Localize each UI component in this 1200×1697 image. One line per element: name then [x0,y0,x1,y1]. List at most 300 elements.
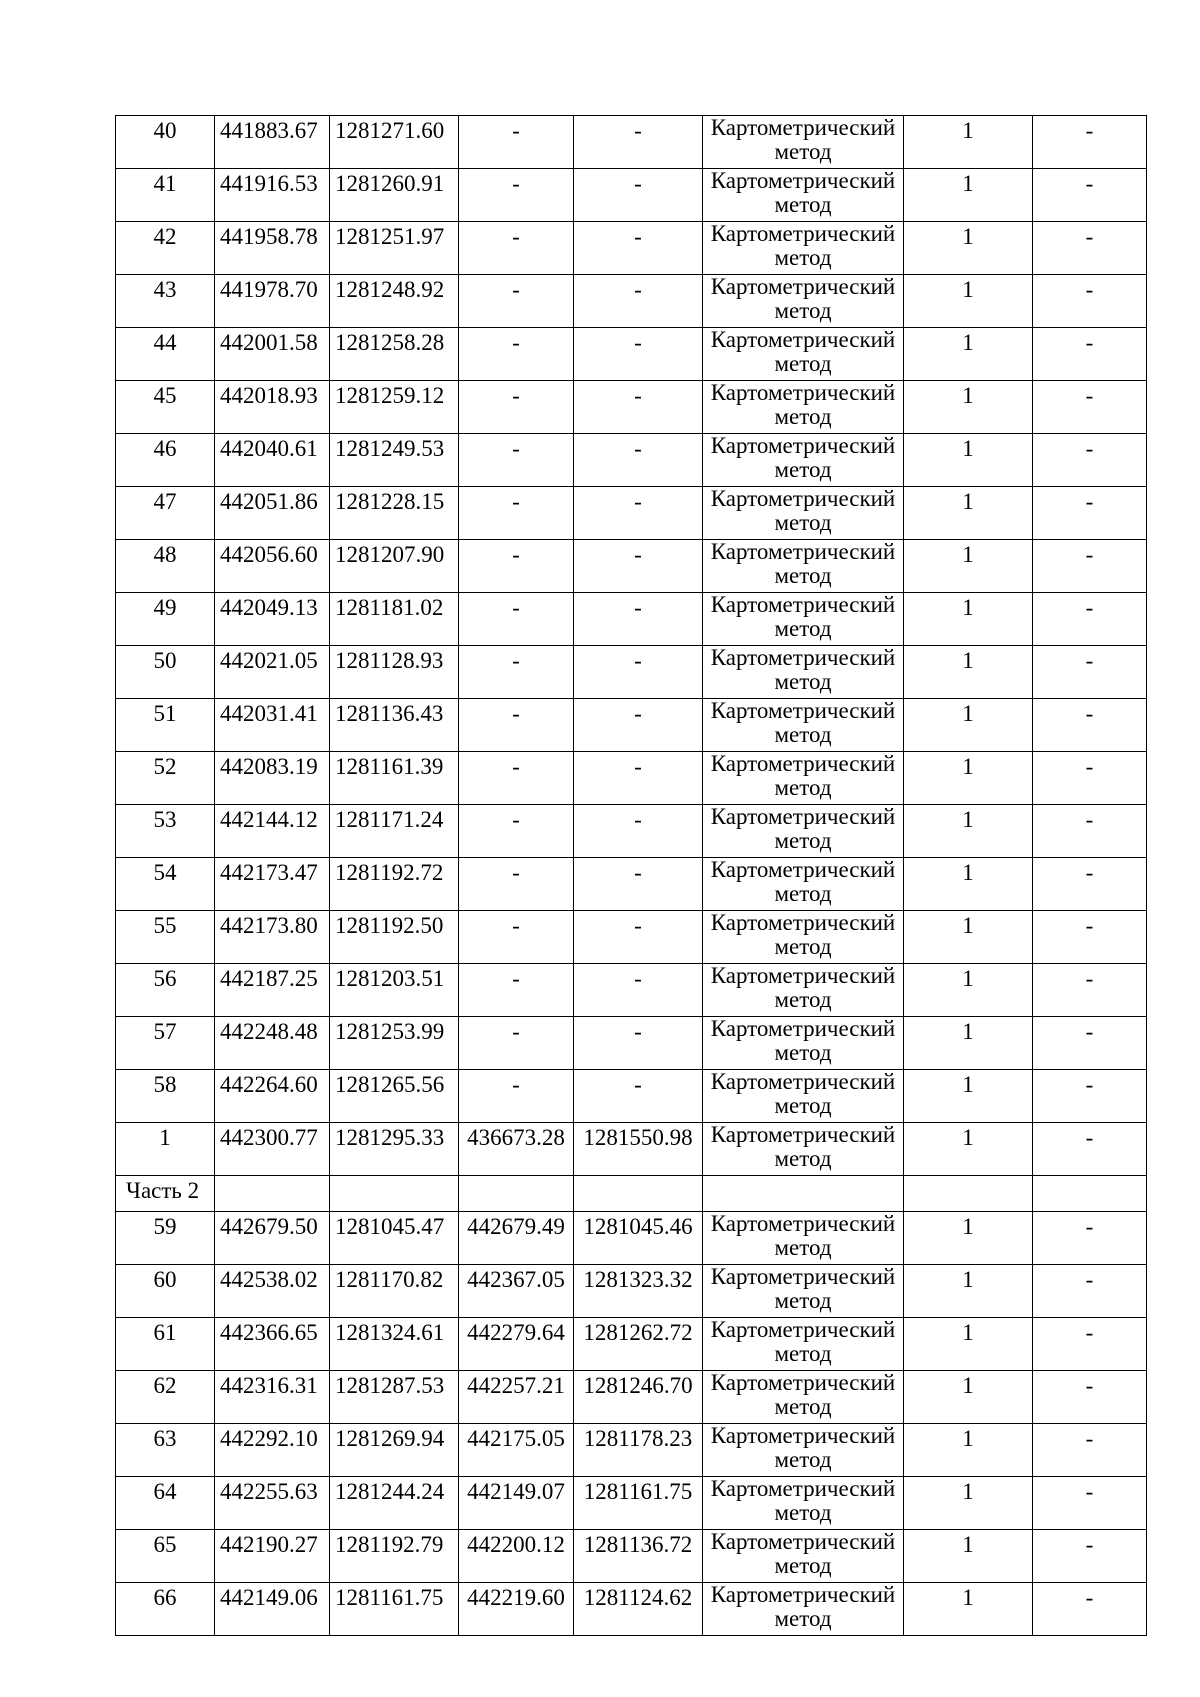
accuracy-cell: 1 [904,1424,1033,1477]
method-cell [703,1371,904,1424]
y-existing-cell: 1281045.47 [330,1212,459,1265]
y-new-cell: - [574,116,703,169]
method-line1: Картометрический [710,274,896,299]
method-line1: Картометрический [710,857,896,882]
note-cell: - [1033,964,1147,1017]
x-existing-cell: 442144.12 [215,805,330,858]
x-new-cell: - [459,911,574,964]
x-existing-cell: 442149.06 [215,1583,330,1636]
point-number-cell: 51 [116,699,215,752]
method-line1: Картометрический [710,1069,896,1094]
table-row [116,911,1147,964]
y-existing-cell: 1281271.60 [330,116,459,169]
x-new-cell: - [459,116,574,169]
method-line2: метод [774,510,832,535]
x-existing-cell: 442187.25 [215,964,330,1017]
note-cell: - [1033,169,1147,222]
table-row [116,593,1147,646]
method-line2: метод [774,1394,832,1419]
x-existing-cell: 442173.47 [215,858,330,911]
note-cell: - [1033,1017,1147,1070]
method-cell [703,1070,904,1123]
point-number-cell: 53 [116,805,215,858]
table-row [116,1530,1147,1583]
point-number-cell: 43 [116,275,215,328]
point-number-cell: 62 [116,1371,215,1424]
table-row [116,1212,1147,1265]
point-number-cell: 65 [116,1530,215,1583]
x-existing-cell: 441958.78 [215,222,330,275]
method-line1: Картометрический [710,592,896,617]
x-existing-cell: 442021.05 [215,646,330,699]
method-line2: метод [774,669,832,694]
y-new-cell: 1281161.75 [574,1477,703,1530]
accuracy-cell: 1 [904,487,1033,540]
method-line2: метод [774,722,832,747]
method-cell [703,805,904,858]
x-new-cell: - [459,1070,574,1123]
y-new-cell: - [574,275,703,328]
accuracy-cell: 1 [904,540,1033,593]
method-cell [703,1265,904,1318]
x-new-cell: 442149.07 [459,1477,574,1530]
x-existing-cell: 442679.50 [215,1212,330,1265]
y-existing-cell: 1281207.90 [330,540,459,593]
method-line1: Картометрический [710,1370,896,1395]
method-cell [703,646,904,699]
y-existing-cell: 1281249.53 [330,434,459,487]
method-cell [703,752,904,805]
x-existing-cell: 442255.63 [215,1477,330,1530]
x-existing-cell: 442292.10 [215,1424,330,1477]
accuracy-cell: 1 [904,169,1033,222]
accuracy-cell: 1 [904,222,1033,275]
x-existing-cell: 442031.41 [215,699,330,752]
note-cell: - [1033,1583,1147,1636]
accuracy-cell: 1 [904,1477,1033,1530]
y-existing-cell: 1281265.56 [330,1070,459,1123]
method-line1: Картометрический [710,1582,896,1607]
table-row [116,487,1147,540]
point-number-cell: 60 [116,1265,215,1318]
y-new-cell: - [574,222,703,275]
y-new-cell: - [574,699,703,752]
x-new-cell: - [459,1017,574,1070]
y-new-cell: - [574,487,703,540]
y-existing-cell: 1281192.50 [330,911,459,964]
empty-cell [215,1176,330,1212]
table-row [116,858,1147,911]
x-existing-cell: 442001.58 [215,328,330,381]
y-existing-cell: 1281260.91 [330,169,459,222]
section-title-cell: Часть 2 [116,1176,215,1212]
method-line2: метод [774,1288,832,1313]
note-cell: - [1033,487,1147,540]
method-cell [703,540,904,593]
y-new-cell: - [574,169,703,222]
y-existing-cell: 1281128.93 [330,646,459,699]
method-line2: метод [774,1341,832,1366]
point-number-cell: 48 [116,540,215,593]
point-number-cell: 57 [116,1017,215,1070]
method-cell [703,1424,904,1477]
note-cell: - [1033,752,1147,805]
x-existing-cell: 442173.80 [215,911,330,964]
point-number-cell: 41 [116,169,215,222]
y-existing-cell: 1281171.24 [330,805,459,858]
point-number-cell: 46 [116,434,215,487]
method-cell [703,1318,904,1371]
method-cell [703,116,904,169]
method-line1: Картометрический [710,645,896,670]
empty-cell [1033,1176,1147,1212]
accuracy-cell: 1 [904,1318,1033,1371]
y-existing-cell: 1281192.79 [330,1530,459,1583]
y-existing-cell: 1281295.33 [330,1123,459,1176]
x-existing-cell: 442366.65 [215,1318,330,1371]
table-row [116,222,1147,275]
x-new-cell: 442367.05 [459,1265,574,1318]
method-cell [703,858,904,911]
method-line2: метод [774,881,832,906]
note-cell: - [1033,1424,1147,1477]
y-new-cell: 1281323.32 [574,1265,703,1318]
x-existing-cell: 442018.93 [215,381,330,434]
method-line1: Картометрический [710,1476,896,1501]
point-number-cell: 47 [116,487,215,540]
method-cell [703,1123,904,1176]
method-line1: Картометрический [710,910,896,935]
y-existing-cell: 1281324.61 [330,1318,459,1371]
method-line2: метод [774,404,832,429]
x-new-cell: - [459,487,574,540]
point-number-cell: 49 [116,593,215,646]
y-new-cell: 1281136.72 [574,1530,703,1583]
table-row [116,964,1147,1017]
method-cell [703,434,904,487]
empty-cell [330,1176,459,1212]
y-new-cell: - [574,805,703,858]
accuracy-cell: 1 [904,911,1033,964]
table-row [116,752,1147,805]
note-cell: - [1033,1212,1147,1265]
point-number-cell: 45 [116,381,215,434]
method-line1: Картометрический [710,486,896,511]
x-new-cell: - [459,434,574,487]
table-row [116,1123,1147,1176]
point-number-cell: 55 [116,911,215,964]
method-line1: Картометрический [710,698,896,723]
method-line2: метод [774,1500,832,1525]
method-line2: метод [774,987,832,1012]
y-new-cell: - [574,593,703,646]
method-cell [703,593,904,646]
y-existing-cell: 1281181.02 [330,593,459,646]
accuracy-cell: 1 [904,1265,1033,1318]
x-existing-cell: 442538.02 [215,1265,330,1318]
method-cell [703,487,904,540]
y-new-cell: - [574,540,703,593]
y-new-cell: 1281550.98 [574,1123,703,1176]
accuracy-cell: 1 [904,964,1033,1017]
y-existing-cell: 1281251.97 [330,222,459,275]
table-row [116,1265,1147,1318]
method-cell [703,699,904,752]
y-new-cell: - [574,752,703,805]
method-line1: Картометрический [710,804,896,829]
y-new-cell: 1281178.23 [574,1424,703,1477]
method-line2: метод [774,1447,832,1472]
x-existing-cell: 441978.70 [215,275,330,328]
method-line2: метод [774,245,832,270]
note-cell: - [1033,805,1147,858]
point-number-cell: 44 [116,328,215,381]
method-cell [703,1583,904,1636]
table-row [116,434,1147,487]
table-row [116,805,1147,858]
method-line1: Картометрический [710,380,896,405]
y-new-cell: 1281124.62 [574,1583,703,1636]
x-new-cell: - [459,328,574,381]
x-new-cell: - [459,805,574,858]
note-cell: - [1033,1318,1147,1371]
method-line2: метод [774,1553,832,1578]
method-cell [703,1017,904,1070]
method-line2: метод [774,1606,832,1631]
table-row [116,1371,1147,1424]
y-existing-cell: 1281228.15 [330,487,459,540]
x-new-cell: - [459,593,574,646]
method-line1: Картометрический [710,1529,896,1554]
y-existing-cell: 1281244.24 [330,1477,459,1530]
accuracy-cell: 1 [904,328,1033,381]
method-line2: метод [774,1235,832,1260]
table-row [116,1017,1147,1070]
y-existing-cell: 1281258.28 [330,328,459,381]
method-line2: метод [774,1040,832,1065]
point-number-cell: 50 [116,646,215,699]
y-new-cell: - [574,328,703,381]
method-line1: Картометрический [710,327,896,352]
method-cell [703,275,904,328]
accuracy-cell: 1 [904,1070,1033,1123]
method-line1: Картометрический [710,115,896,140]
x-new-cell: - [459,540,574,593]
note-cell: - [1033,328,1147,381]
note-cell: - [1033,1530,1147,1583]
x-existing-cell: 442040.61 [215,434,330,487]
empty-cell [904,1176,1033,1212]
x-existing-cell: 442056.60 [215,540,330,593]
y-existing-cell: 1281203.51 [330,964,459,1017]
point-number-cell: 42 [116,222,215,275]
x-new-cell: - [459,752,574,805]
accuracy-cell: 1 [904,434,1033,487]
y-existing-cell: 1281269.94 [330,1424,459,1477]
point-number-cell: 1 [116,1123,215,1176]
method-line1: Картометрический [710,1122,896,1147]
note-cell: - [1033,222,1147,275]
table-row [116,169,1147,222]
method-line1: Картометрический [710,1211,896,1236]
y-existing-cell: 1281259.12 [330,381,459,434]
note-cell: - [1033,699,1147,752]
x-existing-cell: 441883.67 [215,116,330,169]
table-row [116,699,1147,752]
y-new-cell: 1281246.70 [574,1371,703,1424]
x-new-cell: 442175.05 [459,1424,574,1477]
x-new-cell: - [459,381,574,434]
accuracy-cell: 1 [904,116,1033,169]
y-new-cell: - [574,964,703,1017]
method-cell [703,1477,904,1530]
method-line2: метод [774,351,832,376]
x-existing-cell: 442049.13 [215,593,330,646]
accuracy-cell: 1 [904,699,1033,752]
empty-cell [574,1176,703,1212]
y-new-cell: - [574,434,703,487]
x-new-cell: - [459,964,574,1017]
table-row [116,1070,1147,1123]
method-line1: Картометрический [710,221,896,246]
x-new-cell: - [459,275,574,328]
point-number-cell: 64 [116,1477,215,1530]
y-new-cell: - [574,911,703,964]
accuracy-cell: 1 [904,752,1033,805]
y-new-cell: 1281262.72 [574,1318,703,1371]
x-existing-cell: 441916.53 [215,169,330,222]
method-cell [703,169,904,222]
accuracy-cell: 1 [904,381,1033,434]
point-number-cell: 58 [116,1070,215,1123]
x-existing-cell: 442264.60 [215,1070,330,1123]
point-number-cell: 54 [116,858,215,911]
x-new-cell: - [459,858,574,911]
table-row [116,1583,1147,1636]
table-row [116,540,1147,593]
method-line2: метод [774,563,832,588]
table-row [116,116,1147,169]
accuracy-cell: 1 [904,1123,1033,1176]
note-cell: - [1033,1477,1147,1530]
method-line2: метод [774,1093,832,1118]
method-line1: Картометрический [710,1264,896,1289]
method-line1: Картометрический [710,539,896,564]
coordinates-table-body [116,116,1147,1636]
table-row [116,1318,1147,1371]
empty-cell [703,1176,904,1212]
x-new-cell: - [459,646,574,699]
note-cell: - [1033,1265,1147,1318]
x-new-cell: 442219.60 [459,1583,574,1636]
method-line2: метод [774,616,832,641]
point-number-cell: 59 [116,1212,215,1265]
method-line2: метод [774,139,832,164]
y-existing-cell: 1281161.39 [330,752,459,805]
note-cell: - [1033,1123,1147,1176]
note-cell: - [1033,275,1147,328]
note-cell: - [1033,116,1147,169]
y-new-cell: - [574,1017,703,1070]
y-existing-cell: 1281253.99 [330,1017,459,1070]
x-existing-cell: 442083.19 [215,752,330,805]
y-existing-cell: 1281136.43 [330,699,459,752]
method-line1: Картометрический [710,1317,896,1342]
x-new-cell: 442279.64 [459,1318,574,1371]
note-cell: - [1033,1070,1147,1123]
table-row [116,381,1147,434]
table-row [116,646,1147,699]
coordinates-table [115,115,1147,1636]
x-existing-cell: 442190.27 [215,1530,330,1583]
point-number-cell: 56 [116,964,215,1017]
y-new-cell: 1281045.46 [574,1212,703,1265]
note-cell: - [1033,858,1147,911]
note-cell: - [1033,381,1147,434]
y-existing-cell: 1281287.53 [330,1371,459,1424]
table-row [116,1424,1147,1477]
x-existing-cell: 442300.77 [215,1123,330,1176]
y-new-cell: - [574,1070,703,1123]
note-cell: - [1033,434,1147,487]
accuracy-cell: 1 [904,1017,1033,1070]
method-cell [703,328,904,381]
accuracy-cell: 1 [904,646,1033,699]
x-new-cell: 436673.28 [459,1123,574,1176]
x-new-cell: - [459,222,574,275]
accuracy-cell: 1 [904,275,1033,328]
method-line2: метод [774,828,832,853]
method-cell [703,964,904,1017]
accuracy-cell: 1 [904,1212,1033,1265]
method-cell [703,911,904,964]
y-new-cell: - [574,381,703,434]
method-line1: Картометрический [710,963,896,988]
point-number-cell: 61 [116,1318,215,1371]
table-row [116,275,1147,328]
accuracy-cell: 1 [904,1371,1033,1424]
accuracy-cell: 1 [904,593,1033,646]
accuracy-cell: 1 [904,858,1033,911]
note-cell: - [1033,1371,1147,1424]
x-new-cell: 442679.49 [459,1212,574,1265]
note-cell: - [1033,540,1147,593]
method-line2: метод [774,192,832,217]
x-existing-cell: 442051.86 [215,487,330,540]
method-line1: Картометрический [710,433,896,458]
table-row [116,328,1147,381]
x-existing-cell: 442248.48 [215,1017,330,1070]
note-cell: - [1033,593,1147,646]
empty-cell [459,1176,574,1212]
point-number-cell: 63 [116,1424,215,1477]
method-line1: Картометрический [710,751,896,776]
point-number-cell: 40 [116,116,215,169]
note-cell: - [1033,911,1147,964]
y-existing-cell: 1281170.82 [330,1265,459,1318]
method-line2: метод [774,934,832,959]
method-line2: метод [774,457,832,482]
method-cell [703,1212,904,1265]
x-existing-cell: 442316.31 [215,1371,330,1424]
x-new-cell: 442200.12 [459,1530,574,1583]
method-line1: Картометрический [710,168,896,193]
x-new-cell: - [459,169,574,222]
point-number-cell: 66 [116,1583,215,1636]
y-new-cell: - [574,858,703,911]
method-line2: метод [774,298,832,323]
y-new-cell: - [574,646,703,699]
